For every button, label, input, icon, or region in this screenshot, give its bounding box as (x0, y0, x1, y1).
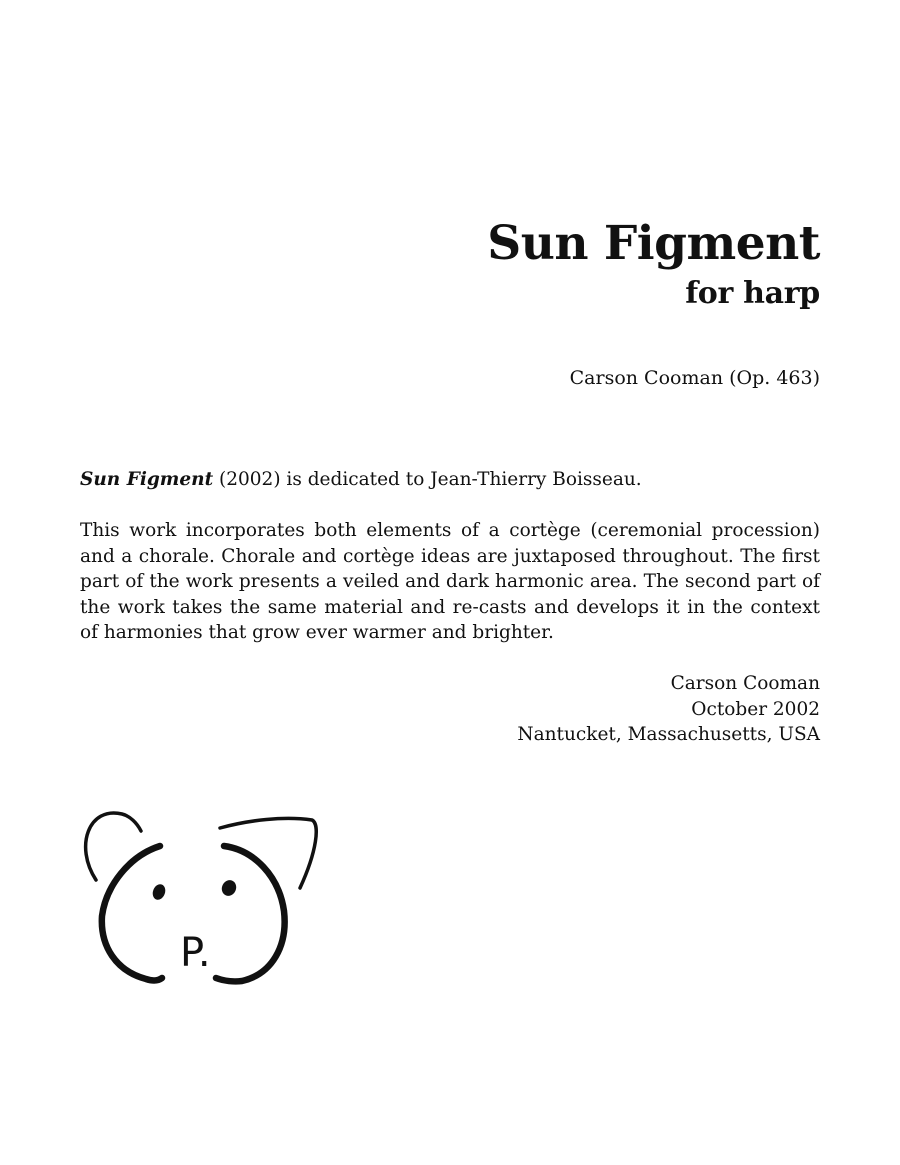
title-block (487, 214, 820, 312)
composer-line: Carson Cooman (Op. 463) (569, 367, 820, 389)
signature-name: Carson Cooman (670, 673, 820, 694)
dedication-paragraph (80, 467, 820, 493)
logo-letter: P. (180, 930, 211, 976)
dedication-text: (2002) is dedicated to Jean-Thierry Boisseau. (213, 469, 642, 490)
program-note-paragraph: This work incorporates both elements of a cortège (ceremonial procession) and a chorale. Chorale and cortège ideas are juxtaposed throughout. The first part of the work presents a veiled and dark harmonic area. The second part of the work takes the same material and re-casts and develops it in the context of harmonies that grow ever warmer and brighter. (80, 520, 820, 643)
work-title: Sun Figment (487, 216, 820, 271)
signature-date: October 2002 (691, 698, 820, 720)
bear-face-logo-icon (74, 806, 324, 988)
signature-place: Nantucket, Massachusetts, USA (517, 724, 820, 745)
dedication-work-title: Sun Figment (80, 469, 214, 490)
signature-block (517, 671, 820, 748)
work-subtitle: for harp (685, 276, 820, 311)
